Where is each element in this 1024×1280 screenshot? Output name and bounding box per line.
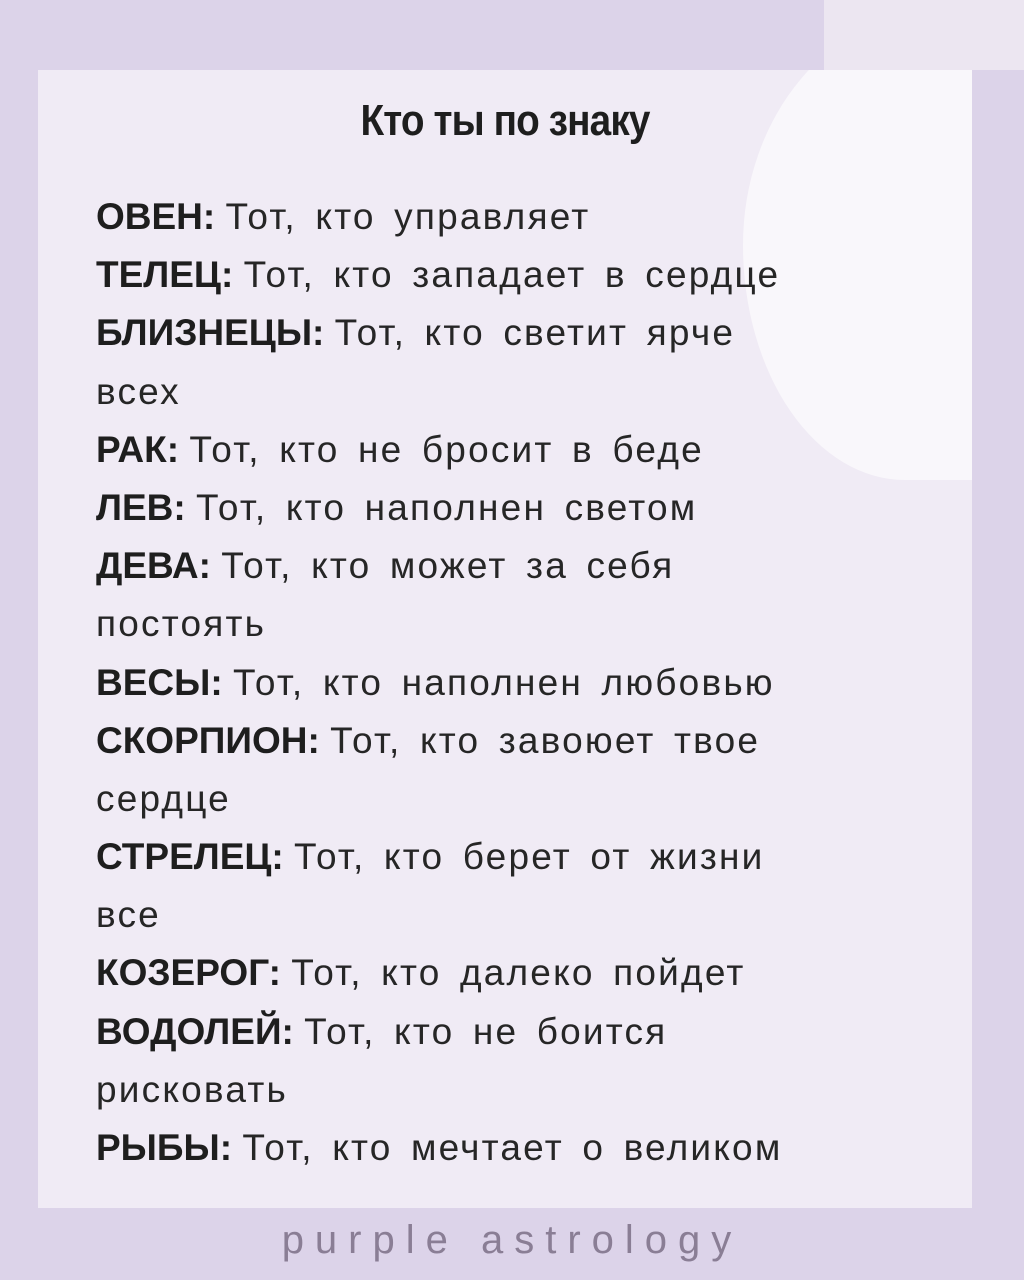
zodiac-entry-continuation [96, 363, 932, 421]
zodiac-entry [96, 828, 932, 886]
zodiac-description: Тот, кто наполнен светом [195, 486, 698, 528]
zodiac-entry [96, 712, 932, 770]
background-decoration [824, 0, 1024, 70]
zodiac-entry [96, 1003, 932, 1061]
zodiac-sign-label: ОВЕН: [96, 196, 216, 237]
zodiac-entry [96, 944, 932, 1002]
zodiac-sign-label: ВОДОЛЕЙ: [96, 1010, 294, 1052]
zodiac-entry [96, 1119, 932, 1177]
content-card [38, 70, 972, 1208]
zodiac-entry [96, 537, 932, 595]
zodiac-sign-label: СКОРПИОН: [96, 719, 320, 761]
zodiac-sign-label: КОЗЕРОГ: [96, 952, 281, 994]
zodiac-sign-label: БЛИЗНЕЦЫ: [96, 312, 325, 354]
zodiac-sign-label: РЫБЫ: [96, 1127, 233, 1168]
zodiac-description: все [96, 894, 161, 936]
zodiac-entry [96, 246, 932, 304]
zodiac-description: Тот, кто управляет [225, 196, 591, 237]
zodiac-entry [96, 479, 932, 537]
zodiac-sign-label: РАК: [96, 428, 180, 470]
zodiac-sign-label: ВЕСЫ: [96, 661, 223, 703]
zodiac-entry-continuation [96, 770, 932, 828]
zodiac-entry-continuation [96, 886, 932, 944]
brand-watermark: purple astrology [281, 1218, 743, 1262]
zodiac-description: Тот, кто светит ярче [334, 312, 736, 354]
zodiac-sign-label: ДЕВА: [96, 545, 211, 587]
zodiac-entry-continuation [96, 1061, 932, 1119]
zodiac-description: Тот, кто далеко пойдет [291, 952, 746, 994]
zodiac-description: Тот, кто берет от жизни [294, 836, 765, 878]
zodiac-description: Тот, кто наполнен любовью [232, 661, 775, 703]
zodiac-entry [96, 304, 932, 362]
page-title: Кто ты по знаку [360, 96, 650, 145]
zodiac-description: Тот, кто мечтает о великом [242, 1127, 783, 1168]
zodiac-entry [96, 188, 932, 246]
zodiac-description: сердце [96, 777, 231, 819]
zodiac-description: Тот, кто завоюет твое [330, 719, 761, 761]
zodiac-sign-label: ТЕЛЕЦ: [96, 254, 234, 296]
zodiac-description: всех [96, 370, 181, 412]
zodiac-description: Тот, кто не боится [304, 1010, 668, 1052]
zodiac-entry [96, 654, 932, 712]
zodiac-description: рисковать [96, 1068, 288, 1110]
zodiac-description: постоять [96, 603, 267, 645]
zodiac-entry [96, 421, 932, 479]
zodiac-sign-label: ЛЕВ: [96, 486, 186, 528]
zodiac-description: Тот, кто не бросит в беде [189, 428, 704, 470]
zodiac-description: Тот, кто может за себя [221, 545, 675, 587]
zodiac-list [96, 188, 932, 1177]
zodiac-sign-label: СТРЕЛЕЦ: [96, 836, 284, 878]
zodiac-entry-continuation [96, 595, 932, 653]
zodiac-description: Тот, кто западает в сердце [243, 254, 781, 296]
